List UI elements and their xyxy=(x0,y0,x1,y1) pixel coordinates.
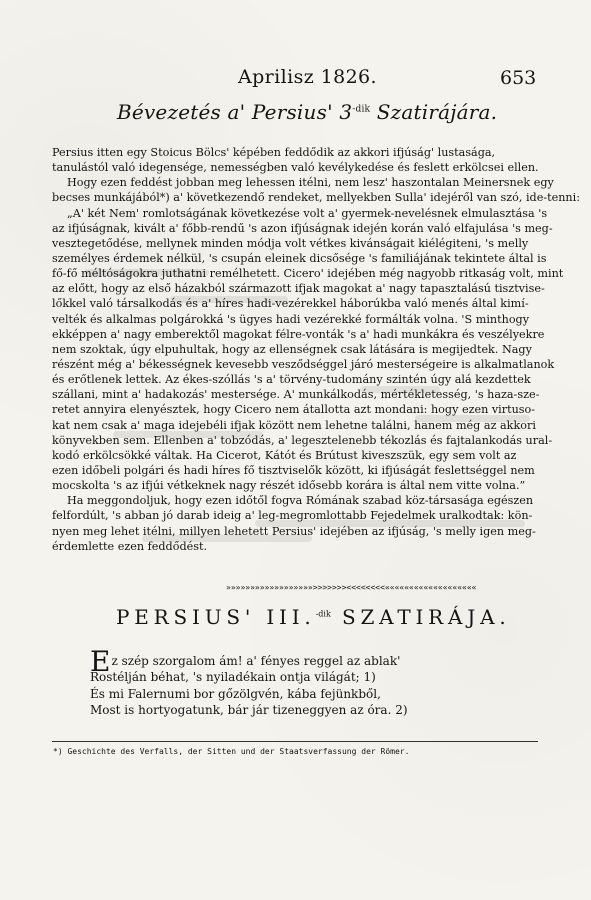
intro-line-5: „A' két Nem' romlotságának következése volt a' gyermek-nevelésnek elmulasztása 's xyxy=(67,206,548,220)
intro-line-25: felfordúlt, 's abban jó darab ideig a' leg-megromlottabb Fejedelmek uralkodtak: kön- xyxy=(52,509,533,523)
footnote-divider xyxy=(52,741,538,742)
introduction-text xyxy=(52,145,580,554)
intro-line-19: kat nem csak a' maga idejebéli ifjak között nem lehetne találni, hanem még az akkori xyxy=(52,418,536,432)
intro-line-17: szállani, mint a' hadakozás' mestersége. A' munkálkodás, mértékletesség, 's haza-sze- xyxy=(52,388,540,402)
poem-dropcap: E xyxy=(90,645,111,678)
intro-line-23: mocskolta 's az ifjúi vétkeknek nagy részét idősebb korára is által nem vitte volna.” xyxy=(52,479,526,493)
intro-line-4: becses munkájából*) a' következendő rendeket, mellyekben Sulla' idejéről van szó, ide-tenni: xyxy=(52,191,580,205)
intro-line-26: nyen meg lehet itélni, millyen lehetett Persius' idejében az ifjúság, 's melly igen meg- xyxy=(52,524,536,538)
poem-title-tail: SZATIRÁJA. xyxy=(330,605,511,629)
intro-line-13: ekképpen a' nagy emberektől magokat félre-vonták 's a' hadi munkákra és veszélyekre xyxy=(52,327,545,341)
poem-line-2: Rostélján béhat, 's nyiladékain ontja világát; 1) xyxy=(90,670,376,685)
intro-line-8: személyes érdemek nélkül, 's csupán eleinek dicsősége 's familiájának tekintete által is xyxy=(52,251,547,265)
intro-line-10: az előtt, hogy az első házakból származott ifjak magokat a' nagy tapasztalású tisztvise- xyxy=(52,282,545,296)
poem-title xyxy=(116,605,511,629)
intro-line-12: velték és alkalmas polgárokká 's ügyes hadi vezérekké formálták volna. 'S minthogy xyxy=(52,312,530,326)
intro-line-11: lőkkel való társalkodás és a' híres hadi-vezérekkel háborúkba való menés által kimí- xyxy=(52,297,529,311)
intro-line-14: nem szoktak, úgy elpuhultak, hogy az ellenségnek csak látására is megijedtek. Nagy xyxy=(52,342,532,356)
poem-title-main: PERSIUS' III. xyxy=(116,605,316,629)
poem-title-ordinal: -dik xyxy=(315,609,331,619)
intro-line-1: Persius itten egy Stoicus Bölcs' képében feddődik az akkori ifjúság' lustasága, xyxy=(52,146,496,159)
intro-line-20: könyvekben sem. Ellenben a' tobzódás, a' legesztelenebb tékozlás és fajtalankodás ural- xyxy=(52,433,553,447)
intro-line-27: érdemlette ezen feddődést. xyxy=(52,539,208,553)
intro-line-22: ezen időbeli polgári és hadi híres fő tisztviselők között, ki ifjúságát feslettséggel nem xyxy=(52,463,535,477)
poem-line-4: Most is hortyogatunk, bár jár tizeneggyen az óra. 2) xyxy=(90,702,408,717)
poem-line-3: És mi Falernumi bor gőzölgvén, kába fejünkből, xyxy=(90,686,381,701)
running-head-date: Aprilisz 1826. xyxy=(238,66,377,88)
section-title-ordinal: -dik xyxy=(352,104,371,115)
intro-line-24: Ha meggondoljuk, hogy ezen időtől fogva Rómának szabad köz-társasága egészen xyxy=(67,494,534,508)
poem-line-1-text: z szép szorgalom ám! a' fényes reggel az ablak' xyxy=(111,654,401,668)
section-title-tail: Szatirájára. xyxy=(370,100,498,124)
footnote: *) Geschichte des Verfalls, der Sitten und der Staatsverfassung der Römer. xyxy=(53,747,410,756)
intro-line-9: fő-fő méltóságokra juthatni remélhetett. Cicero' idejében még nagyobb ritkaság volt, mint xyxy=(52,267,564,281)
intro-line-18: retet annyira elenyésztek, hogy Cicero nem átallotta azt mondani: hogy ezen virtuso- xyxy=(52,403,536,417)
intro-line-7: vesztegetődése, mellynek minden módja volt vétkes kivánságait kiélégiteni, 's melly xyxy=(52,236,529,250)
intro-line-6: az ifjúságnak, kivált a' főbb-rendű 's azon ifjúságnak idején korán való elfajulása 's meg- xyxy=(52,221,553,235)
page-number: 653 xyxy=(500,67,537,89)
poem-text xyxy=(90,645,510,718)
decorative-separator: »»»»»»»»»»»»»»»»»»>>>>>>><<<<<<<<««««««««««««««««««« xyxy=(226,583,477,592)
intro-line-15: részént még a' békességnek kevesebb vesződséggel járó mesterségeire is alkalmatlanok xyxy=(52,357,555,371)
intro-line-21: kodó erkölcsökké váltak. Ha Cicerot, Kátót és Brútust kiveszszük, egy sem volt az xyxy=(52,448,517,462)
section-title-main: Bévezetés a' Persius' 3 xyxy=(117,100,353,124)
intro-line-16: és erőtlenek lettek. Az ékes-szóllás 's a' törvény-tudomány szintén úgy alá kezdettek xyxy=(52,373,531,387)
intro-line-2: tanulástól való idegensége, nemességben való kevélykedése és feslett erkölcsei ellen. xyxy=(52,161,539,175)
section-title xyxy=(117,100,498,124)
intro-line-3: Hogy ezen feddést jobban meg lehessen itélni, nem lesz' haszontalan Meinersnek egy xyxy=(67,176,554,190)
